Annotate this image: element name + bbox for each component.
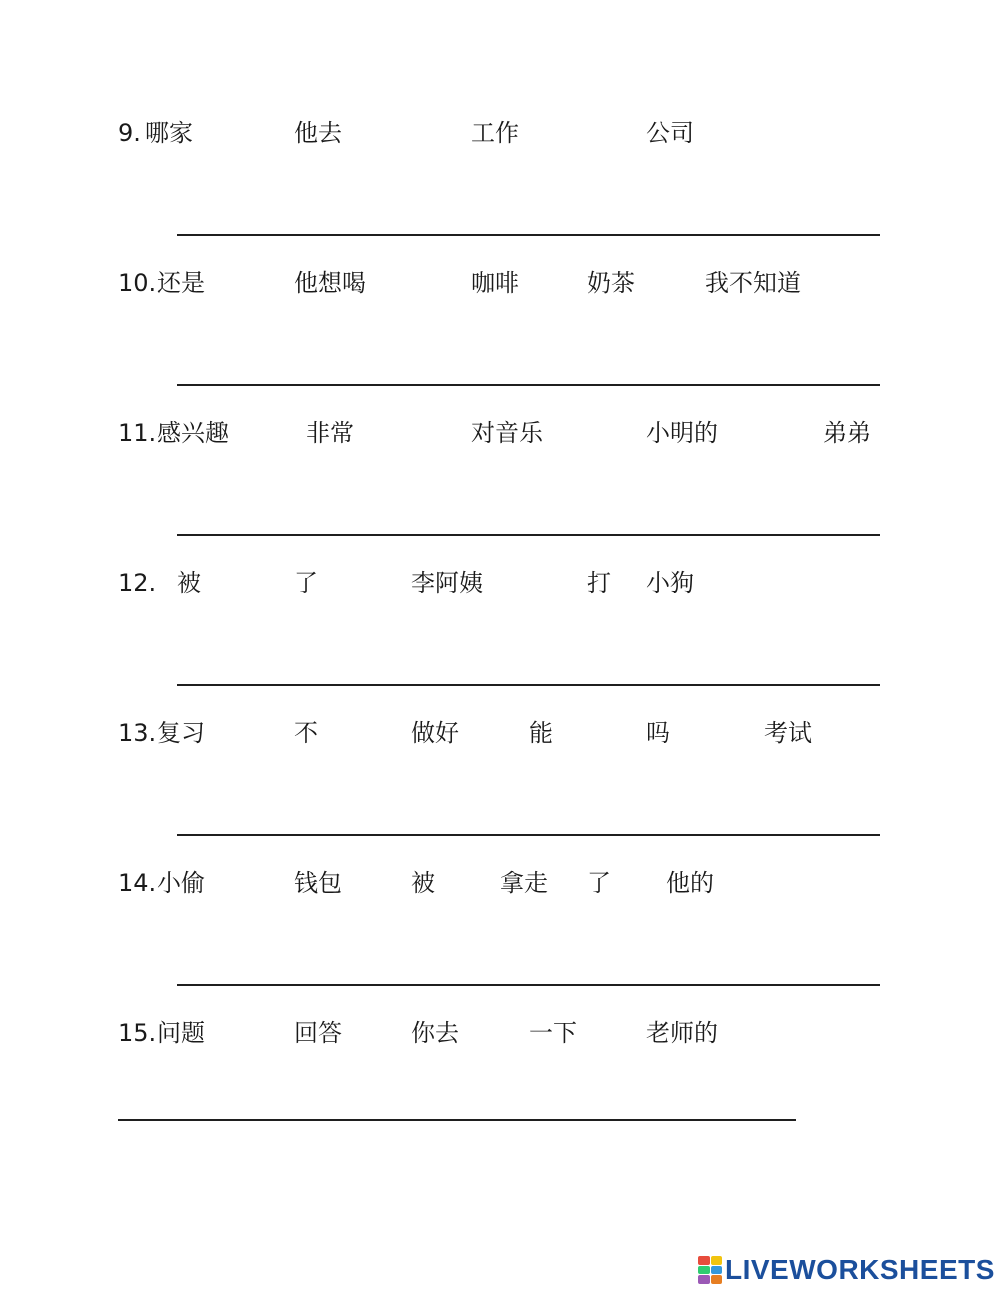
logo-block	[711, 1256, 723, 1265]
answer-line-11[interactable]	[177, 534, 880, 536]
word-tile[interactable]: 他想喝	[294, 269, 366, 297]
answer-line-15[interactable]	[118, 1119, 796, 1121]
answer-line-9[interactable]	[177, 234, 880, 236]
logo-text: LIVEWORKSHEETS	[725, 1254, 995, 1285]
word-tile[interactable]: 了	[587, 869, 611, 897]
question-14-number: 14.	[118, 869, 157, 897]
word-tile[interactable]: 能	[529, 719, 553, 747]
word-tile[interactable]: 感兴趣	[157, 419, 229, 447]
word-tile[interactable]: 工作	[471, 119, 519, 147]
word-tile[interactable]: 对音乐	[471, 419, 543, 447]
word-tile[interactable]: 哪家	[145, 119, 193, 147]
word-tile[interactable]: 小偷	[157, 869, 205, 897]
word-tile[interactable]: 被	[411, 869, 435, 897]
word-tile[interactable]: 你去	[411, 1019, 459, 1047]
word-tile[interactable]: 考试	[764, 719, 812, 747]
word-tile[interactable]: 李阿姨	[411, 569, 483, 597]
logo-block	[711, 1266, 723, 1275]
logo-block	[698, 1275, 710, 1284]
word-tile[interactable]: 被	[177, 569, 201, 597]
word-tile[interactable]: 他去	[294, 119, 342, 147]
word-tile[interactable]: 小狗	[646, 569, 694, 597]
logo-blocks-icon	[698, 1256, 722, 1284]
word-tile[interactable]: 弟弟	[823, 419, 871, 447]
word-tile[interactable]: 复习	[157, 719, 205, 747]
word-tile[interactable]: 非常	[306, 419, 354, 447]
question-13-number: 13.	[118, 719, 157, 747]
word-tile[interactable]: 拿走	[500, 869, 548, 897]
word-tile[interactable]: 他的	[666, 869, 714, 897]
word-tile[interactable]: 公司	[646, 119, 694, 147]
word-tile[interactable]: 我不知道	[705, 269, 801, 297]
question-9-number: 9.	[118, 119, 141, 147]
word-tile[interactable]: 打	[587, 569, 611, 597]
word-tile[interactable]: 咖啡	[471, 269, 519, 297]
question-12-number: 12.	[118, 569, 157, 597]
logo-block	[698, 1266, 710, 1275]
word-tile[interactable]: 回答	[294, 1019, 342, 1047]
word-tile[interactable]: 吗	[646, 719, 670, 747]
question-11-number: 11.	[118, 419, 157, 447]
question-15-number: 15.	[118, 1019, 157, 1047]
logo-block	[698, 1256, 710, 1265]
word-tile[interactable]: 钱包	[294, 869, 342, 897]
answer-line-14[interactable]	[177, 984, 880, 986]
answer-line-13[interactable]	[177, 834, 880, 836]
question-10-number: 10.	[118, 269, 157, 297]
word-tile[interactable]: 做好	[411, 719, 459, 747]
word-tile[interactable]: 问题	[157, 1019, 205, 1047]
liveworksheets-logo	[698, 1255, 995, 1285]
word-tile[interactable]: 奶茶	[587, 269, 635, 297]
word-tile[interactable]: 不	[294, 719, 318, 747]
word-tile[interactable]: 小明的	[646, 419, 718, 447]
word-tile[interactable]: 一下	[529, 1019, 577, 1047]
word-tile[interactable]: 了	[294, 569, 318, 597]
word-tile[interactable]: 老师的	[646, 1019, 718, 1047]
answer-line-12[interactable]	[177, 684, 880, 686]
answer-line-10[interactable]	[177, 384, 880, 386]
logo-block	[711, 1275, 723, 1284]
word-tile[interactable]: 还是	[157, 269, 205, 297]
